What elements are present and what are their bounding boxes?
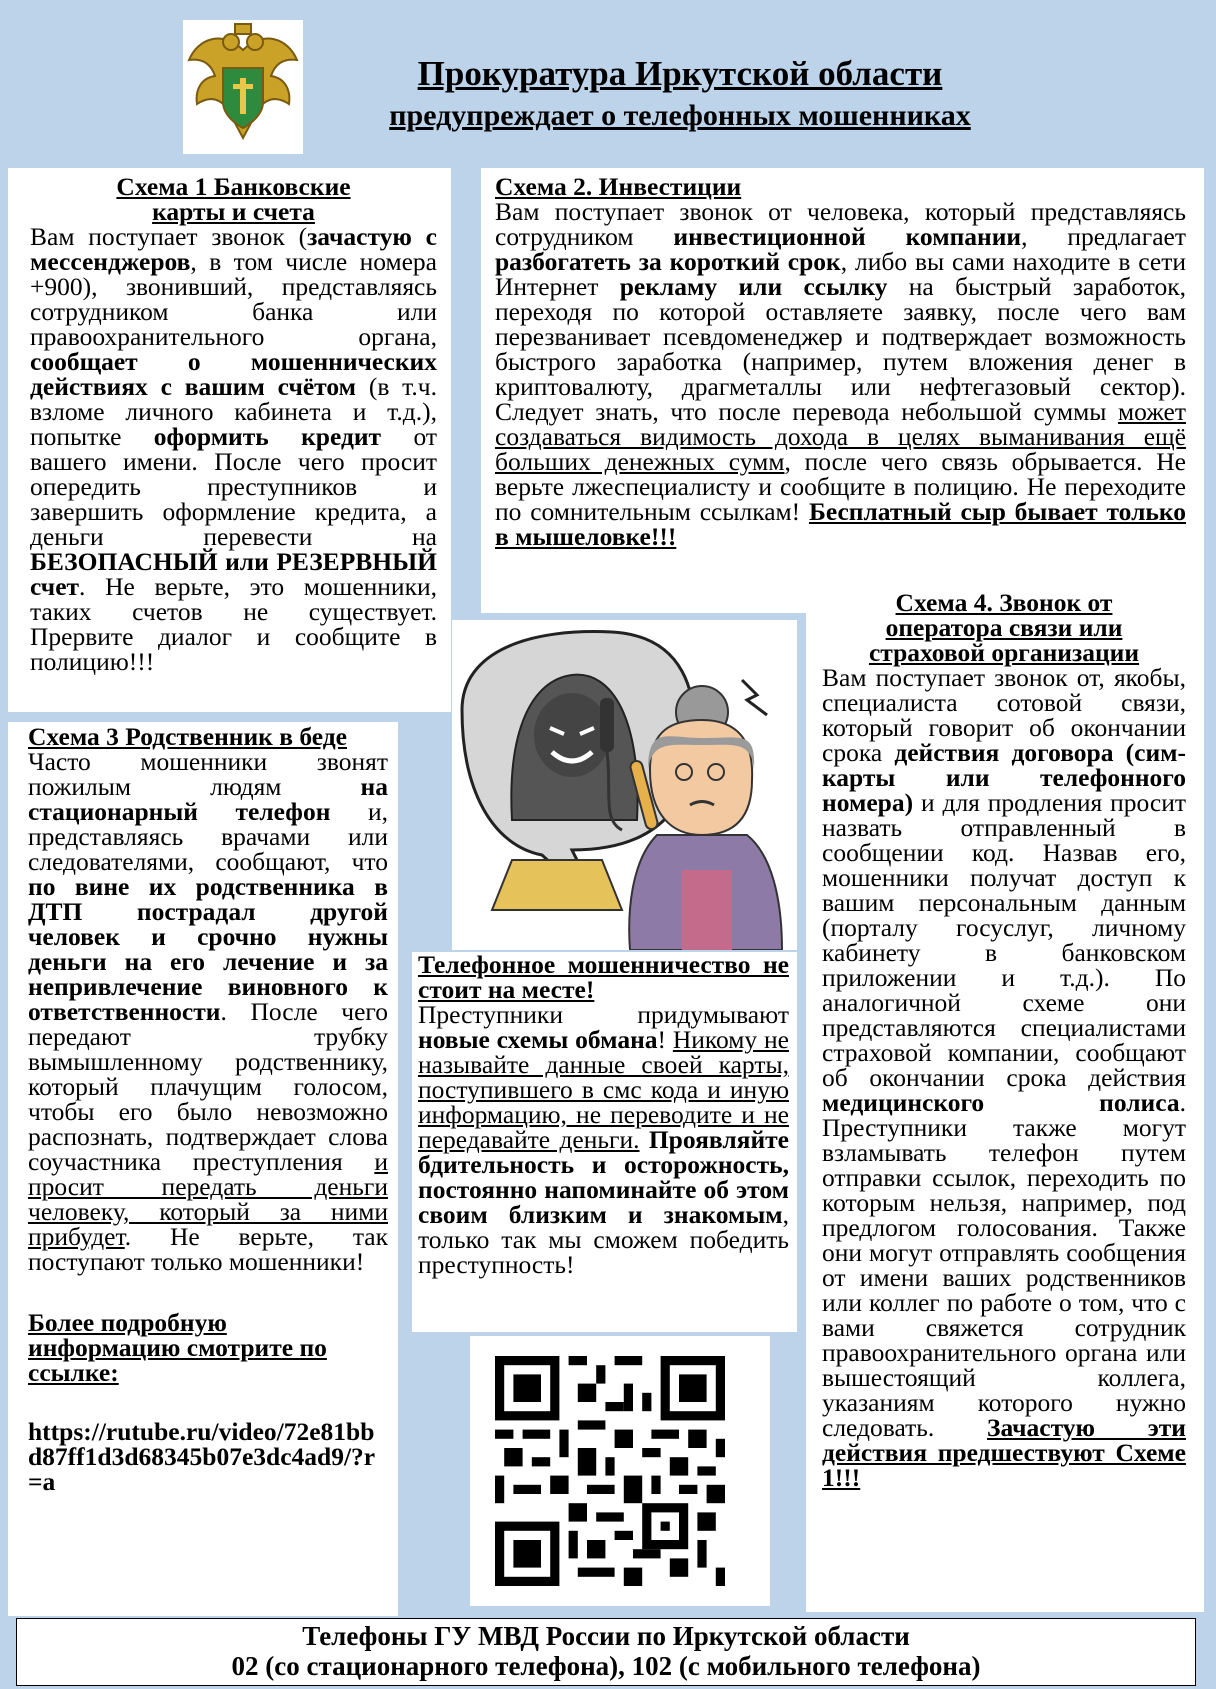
- scheme1-title: Схема 1 Банковские карты и счета: [116, 172, 351, 226]
- scheme1-section: [8, 168, 451, 712]
- footer-line1: Телефоны ГУ МВД России по Иркутской области: [302, 1621, 910, 1651]
- page-subtitle: предупреждает о телефонных мошенниках: [389, 99, 971, 132]
- page-title: Прокуратура Иркутской области: [417, 54, 943, 93]
- scheme4-text: Вам поступает звонок от, якобы, специалиста сотовой связи, который говорит об окончании срока действия договора (сим-карты или телефонного номера) и для продления просит назвать отправленный в сообщении код. Назвав его, мошенники получат доступ к вашим персональным данным (порталу госуслуг, личному кабинету в банковском приложении и т.д.). По аналогичной схеме они представляются специалистами страховой компании, сообщают об окончании срока действия медицинского полиса. Преступники также могут взламывать телефон путем отправки ссылок, переходить по которым нельзя, например, под предлогом голосования. Также они могут отправлять сообщения от имени ваших родственников или коллег по работе о том, что с вами свяжется сотрудник правоохранительного органа или вышестоящий коллега, указаниям которого нужно следовать. Зачастую эти действия предшествуют Схеме 1!!!: [822, 663, 1186, 1492]
- scheme2-text: Вам поступает звонок от человека, который представляясь сотрудником инвестиционной компании, предлагает разбогатеть за короткий срок, либо вы сами находите в сети Интернет рекламу или ссылку на быстрый заработок, переходя по которой оставляете заявку, после чего вам перезванивает псевдоменеджер и подтверждает возможность быстрого заработка (например, путем вложения денег в криптовалюту, драгметаллы или нефтегазовый сектор). Следует знать, что после перевода небольшой суммы может создаваться видимость дохода в целях выманивания ещё больших денежных сумм, после чего связь обрывается. Не верьте лжеспециалисту и сообщите в полицию. Не переходите по сомнительным ссылкам! Бесплатный сыр бывает только в мышеловке!!!: [495, 197, 1186, 551]
- scheme4-title: Схема 4. Звонок от оператора связи или страховой организации: [868, 588, 1140, 667]
- scheme3-text: Часто мошенники звонят пожилым людям на стационарный телефон и, представляясь врачами или следователями, сообщают, что по вине их родственника в ДТП пострадал другой человек и срочно нужны деньги на его лечение и за непривлечение виновного к ответственности. После чего передают трубку вымышленному родственнику, который плачущим голосом, чтобы его было невозможно распознать, подтверждает слова соучастника преступления и просит передать деньги человеку, который за ними прибудет. Не верьте, так поступают только мошенники!: [28, 747, 388, 1276]
- more-info-label: Более подробную информацию смотрите по ссылке:: [28, 1308, 327, 1387]
- center-title: Телефонное мошенничество не стоит на месте!: [418, 950, 789, 1004]
- scheme3-section: [8, 722, 398, 1616]
- scheme2-title: Схема 2. Инвестиции: [495, 172, 742, 201]
- video-link[interactable]: https://rutube.ru/video/72e81bbd87ff1d3d68345b07e3dc4ad9/?r=a: [28, 1417, 376, 1496]
- prosecutor-eagle-emblem-icon: [183, 20, 303, 154]
- scheme2-section: [481, 168, 1204, 613]
- qr-code-icon[interactable]: [495, 1356, 725, 1586]
- illustration-panel: [452, 620, 797, 950]
- footer-phones: [16, 1618, 1196, 1686]
- scheme1-text: Вам поступает звонок (зачастую с мессенджеров, в том числе номера +900), звонивший, представляясь сотрудником банка или правоохранительного органа, сообщает о мошеннических действиях с вашим счётом (в т.ч. взломе личного кабинета и т.д.), попытке оформить кредит от вашего имени. После чего просит опередить преступников и завершить оформление кредита, а деньги перевести на БЕЗОПАСНЫЙ или РЕЗЕРВНЫЙ счет. Не верьте, это мошенники, таких счетов не существует. Прервите диалог и сообщите в полицию!!!: [30, 222, 437, 676]
- center-text: Преступники придумывают новые схемы обмана! Никому не называйте данные своей карты, поступившего в смс кода и иную информацию, не переводите и не передавайте деньги. Проявляйте бдительность и осторожность, постоянно напоминайте об этом своим близким и знакомым, только так мы сможем победить преступность!: [418, 1000, 790, 1279]
- scheme4-section: [806, 586, 1204, 1612]
- qr-panel: [470, 1336, 770, 1606]
- scheme3-title: Схема 3 Родственник в беде: [28, 722, 347, 751]
- emblem: [183, 20, 303, 154]
- footer-phone-numbers: 02 (со стационарного телефона), 102 (с мобильного телефона): [231, 1651, 981, 1681]
- center-warning-section: [412, 952, 797, 1332]
- scammer-calling-elderly-woman-icon: [452, 620, 797, 950]
